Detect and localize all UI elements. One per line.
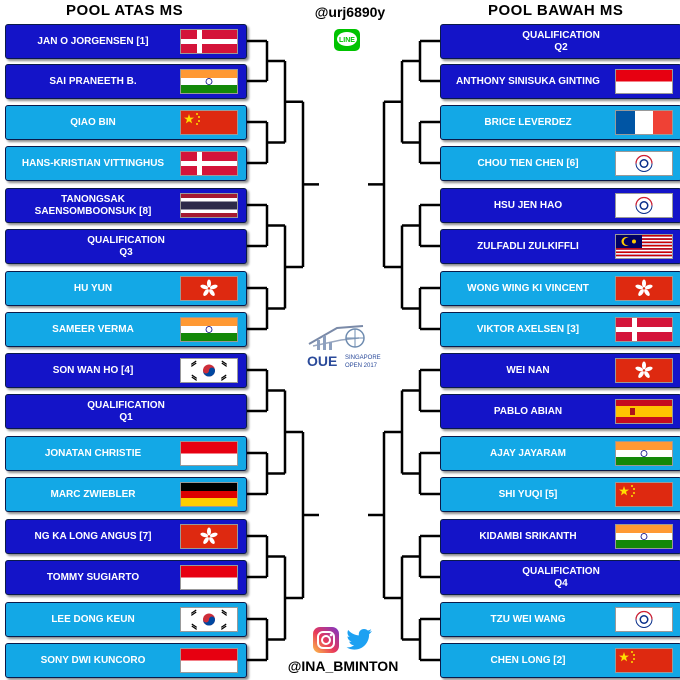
player-name: AJAY JAYARAM — [490, 447, 566, 459]
player-name: TZU WEI WANG — [490, 613, 566, 625]
flag-ina-icon — [180, 441, 238, 466]
oue-logo — [303, 318, 381, 378]
player-name: QUALIFICATION Q4 — [522, 565, 600, 589]
right-player-card[interactable] — [440, 477, 680, 512]
oue-line1-text: SINGAPORE — [345, 355, 381, 361]
flag-tpe-icon — [615, 151, 673, 176]
left-player-card[interactable] — [5, 64, 247, 99]
right-player-card[interactable] — [440, 105, 680, 140]
flag-ind-icon — [180, 317, 238, 342]
player-name: TOMMY SUGIARTO — [46, 571, 140, 583]
player-name: SAI PRANEETH B. — [49, 75, 137, 87]
right-player-card[interactable] — [440, 394, 680, 429]
flag-hkg-icon — [180, 276, 238, 301]
left-player-card[interactable] — [5, 353, 247, 388]
flag-chn-icon — [615, 482, 673, 507]
right-player-card[interactable] — [440, 312, 680, 347]
left-player-card[interactable] — [5, 188, 247, 223]
flag-ind-icon — [180, 69, 238, 94]
player-name: HU YUN — [73, 282, 113, 294]
left-player-card[interactable] — [5, 643, 247, 678]
flag-hkg-icon — [615, 276, 673, 301]
left-player-card[interactable] — [5, 477, 247, 512]
player-name: PABLO ABIAN — [493, 405, 563, 417]
right-pool-title: POOL BAWAH MS — [488, 2, 624, 19]
player-name: QUALIFICATION Q3 — [87, 234, 165, 258]
left-player-card[interactable] — [5, 560, 247, 595]
left-player-card[interactable] — [5, 394, 247, 429]
flag-mas-icon — [615, 234, 673, 259]
flag-tha-icon — [180, 193, 238, 218]
flag-esp-icon — [615, 399, 673, 424]
player-name: ZULFADLI ZULKIFFLI — [477, 240, 579, 252]
oue-brand-text: OUE — [307, 353, 338, 369]
right-player-card[interactable] — [440, 188, 680, 223]
player-name: LEE DONG KEUN — [51, 613, 135, 625]
twitter-icon[interactable] — [344, 628, 374, 652]
right-player-card[interactable] — [440, 353, 680, 388]
player-name: HANS-KRISTIAN VITTINGHUS — [21, 157, 165, 169]
flag-ind-icon — [615, 441, 673, 466]
player-name: JONATAN CHRISTIE — [44, 447, 142, 459]
player-name: HSU JEN HAO — [493, 199, 563, 211]
flag-ina-icon — [615, 69, 673, 94]
player-name: NG KA LONG ANGUS [7] — [34, 530, 152, 542]
player-name: KIDAMBI SRIKANTH — [479, 530, 577, 542]
player-name: SONY DWI KUNCORO — [40, 654, 146, 666]
flag-tpe-icon — [615, 607, 673, 632]
line-app-label: LINE — [339, 37, 355, 44]
right-player-card[interactable] — [440, 64, 680, 99]
right-player-card[interactable] — [440, 229, 680, 264]
flag-fra-icon — [615, 110, 673, 135]
flag-ger-icon — [180, 482, 238, 507]
player-name: JAN O JORGENSEN [1] — [37, 35, 149, 47]
player-name: TANONGSAK SAENSOMBOONSUK [8] — [34, 193, 152, 217]
player-name: VIKTOR AXELSEN [3] — [476, 323, 580, 335]
right-player-card[interactable] — [440, 602, 680, 637]
player-name: ANTHONY SINISUKA GINTING — [456, 75, 600, 87]
instagram-icon[interactable] — [312, 626, 340, 654]
left-player-card[interactable] — [5, 271, 247, 306]
left-player-card[interactable] — [5, 105, 247, 140]
right-player-card[interactable] — [440, 643, 680, 678]
flag-hkg-icon — [615, 358, 673, 383]
right-player-card[interactable] — [440, 146, 680, 181]
flag-den-icon — [180, 151, 238, 176]
right-player-card[interactable] — [440, 519, 680, 554]
left-player-card[interactable] — [5, 229, 247, 264]
left-player-card[interactable] — [5, 146, 247, 181]
player-name: QUALIFICATION Q2 — [522, 29, 600, 53]
flag-ina-icon — [180, 565, 238, 590]
flag-kor-icon — [180, 358, 238, 383]
top-handle[interactable]: @urj6890y — [314, 4, 386, 20]
right-player-card[interactable] — [440, 24, 680, 59]
left-player-card[interactable] — [5, 312, 247, 347]
bottom-handle[interactable]: @INA_BMINTON — [287, 658, 399, 674]
player-name: SAMEER VERMA — [52, 323, 134, 335]
flag-ind-icon — [615, 524, 673, 549]
right-player-card[interactable] — [440, 436, 680, 471]
left-player-card[interactable] — [5, 24, 247, 59]
left-player-card[interactable] — [5, 519, 247, 554]
player-name: SHI YUQI [5] — [498, 488, 558, 500]
flag-chn-icon — [180, 110, 238, 135]
left-pool-title: POOL ATAS MS — [66, 2, 184, 19]
player-name: WONG WING KI VINCENT — [467, 282, 589, 294]
left-player-card[interactable] — [5, 436, 247, 471]
flag-ina-icon — [180, 648, 238, 673]
player-name: QUALIFICATION Q1 — [87, 399, 165, 423]
right-player-card[interactable] — [440, 560, 680, 595]
flag-den-icon — [180, 29, 238, 54]
flag-hkg-icon — [180, 524, 238, 549]
flag-tpe-icon — [615, 193, 673, 218]
player-name: QIAO BIN — [70, 116, 116, 128]
oue-line2-text: OPEN 2017 — [345, 363, 378, 369]
flag-den-icon — [615, 317, 673, 342]
player-name: CHOU TIEN CHEN [6] — [477, 157, 579, 169]
player-name: SON WAN HO [4] — [52, 364, 134, 376]
right-player-card[interactable] — [440, 271, 680, 306]
player-name: MARC ZWIEBLER — [50, 488, 136, 500]
flag-chn-icon — [615, 648, 673, 673]
player-name: WEI NAN — [506, 364, 550, 376]
player-name: BRICE LEVERDEZ — [484, 116, 572, 128]
player-name: CHEN LONG [2] — [490, 654, 566, 666]
flag-kor-icon — [180, 607, 238, 632]
left-player-card[interactable] — [5, 602, 247, 637]
